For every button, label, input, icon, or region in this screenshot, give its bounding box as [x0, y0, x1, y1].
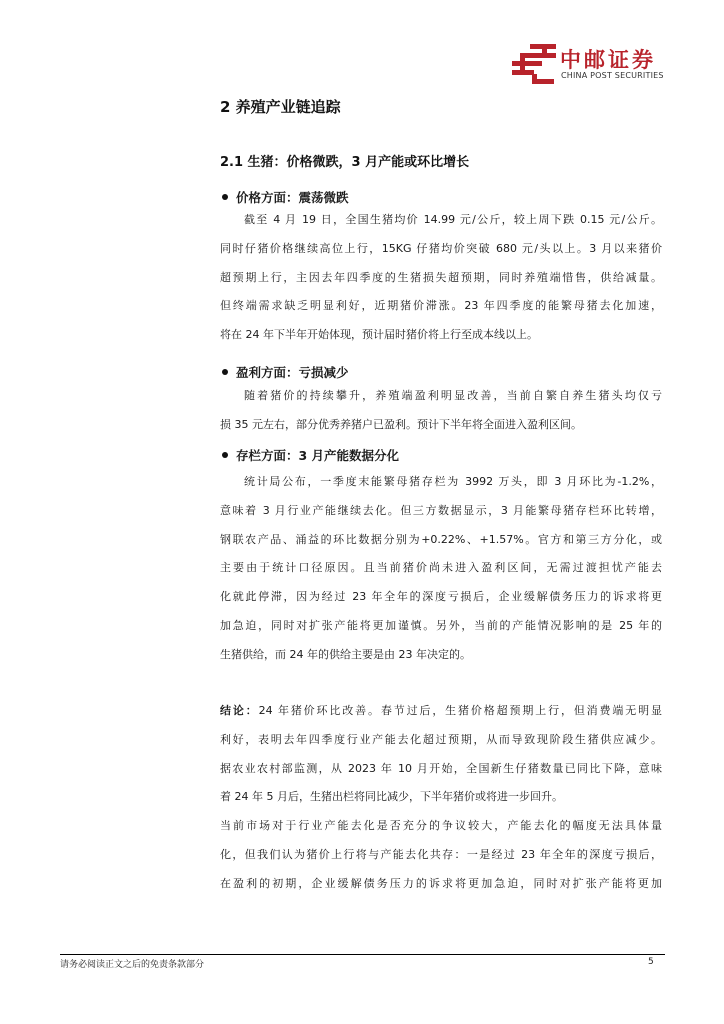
china-post-logo-icon	[512, 44, 558, 84]
text-line: 当前市场对于行业产能去化是否充分的争议较大，产能去化的幅度无法具体量	[220, 819, 662, 833]
text-line: 超预期上行，主因去年四季度的生猪损失超预期，同时养殖端惜售，供给减量。	[220, 270, 662, 284]
text-line: 生猪供给，而 24 年的供给主要是由 23 年决定的。	[220, 647, 471, 661]
text-line: 结论：24 年猪价环比改善。春节过后，生猪价格超预期上行，但消费端无明显	[220, 704, 662, 717]
inventory-heading: 存栏方面：3 月产能数据分化	[222, 446, 399, 464]
text-line: 将在 24 年下半年开始体现，预计届时猪价将上行至成本线以上。	[220, 328, 538, 342]
text-line: 利好，表明去年四季度行业产能去化超过预期，从而导致现阶段生猪供应减少。	[220, 732, 662, 746]
inventory-paragraph	[220, 468, 662, 670]
page-number: 5	[648, 957, 654, 967]
text-line: 截至 4 月 19 日，全国生猪均价 14.99 元/公斤，较上周下跌 0.15 元/公斤。	[244, 213, 662, 226]
profit-paragraph	[220, 382, 662, 440]
footer-divider	[60, 954, 665, 955]
bullet-dot-icon	[222, 369, 228, 375]
text-line: 主要由于统计口径原因。且当前猪价尚未进入盈利区间，无需过渡担忧产能去	[220, 561, 662, 575]
text-line: 化，但我们认为猪价上行将与产能去化共存：一是经过 23 年全年的深度亏损后，	[220, 847, 662, 861]
price-paragraph	[220, 206, 662, 350]
conclusion-label: 结论：	[220, 704, 259, 717]
logo-english-name: CHINA POST SECURITIES	[561, 71, 664, 80]
text-line: 但终端需求缺乏明显利好，近期猪价滞涨。23 年四季度的能繁母猪去化加速，	[220, 299, 662, 313]
text-line: 意味着 3 月行业产能继续去化。但三方数据显示，3 月能繁母猪存栏环比转增，	[220, 503, 662, 517]
text-line: 在盈利的初期，企业缓解债务压力的诉求将更加急迫，同时对扩张产能将更加	[220, 876, 662, 890]
bullet-dot-icon	[222, 452, 228, 458]
text-line: 损 35 元左右，部分优秀养猪户已盈利。预计下半年将全面进入盈利区间。	[220, 417, 582, 431]
section-title: 2 养殖产业链追踪	[220, 98, 341, 116]
text-line: 随着猪价的持续攀升，养殖端盈利明显改善，当前自繁自养生猪头均仅亏	[244, 389, 662, 402]
text-line: 化就此停滞，因为经过 23 年全年的深度亏损后，企业缓解债务压力的诉求将更	[220, 590, 662, 604]
text-line: 据农业农村部监测，从 2023 年 10 月开始，全国新生仔猪数量已同比下降，意味	[220, 761, 662, 775]
bullet-dot-icon	[222, 194, 228, 200]
text-line: 同时仔猪价格继续高位上行，15KG 仔猪均价突破 680 元/头以上。3 月以来猪价	[220, 241, 662, 255]
text-line: 统计局公布，一季度末能繁母猪存栏为 3992 万头，即 3 月环比为-1.2%，	[244, 475, 662, 488]
conclusion-paragraph	[220, 697, 662, 899]
subsection-title: 2.1 生猪：价格微跌，3 月产能或环比增长	[220, 155, 470, 170]
price-heading: 价格方面：震荡微跌	[222, 188, 349, 206]
footer-disclaimer: 请务必阅读正文之后的免责条款部分	[60, 960, 205, 970]
profit-heading: 盈利方面：亏损减少	[222, 363, 349, 381]
logo-chinese-name: 中邮证券	[560, 48, 656, 72]
text-line: 加急迫，同时对扩张产能将更加谨慎。另外，当前的产能情况影响的是 25 年的	[220, 618, 662, 632]
company-logo	[512, 44, 702, 86]
text-line: 着 24 年 5 月后，生猪出栏将同比减少，下半年猪价或将进一步回升。	[220, 790, 563, 804]
text-line: 钢联农产品、涌益的环比数据分别为+0.22%、+1.57%。官方和第三方分化，或	[220, 532, 662, 546]
